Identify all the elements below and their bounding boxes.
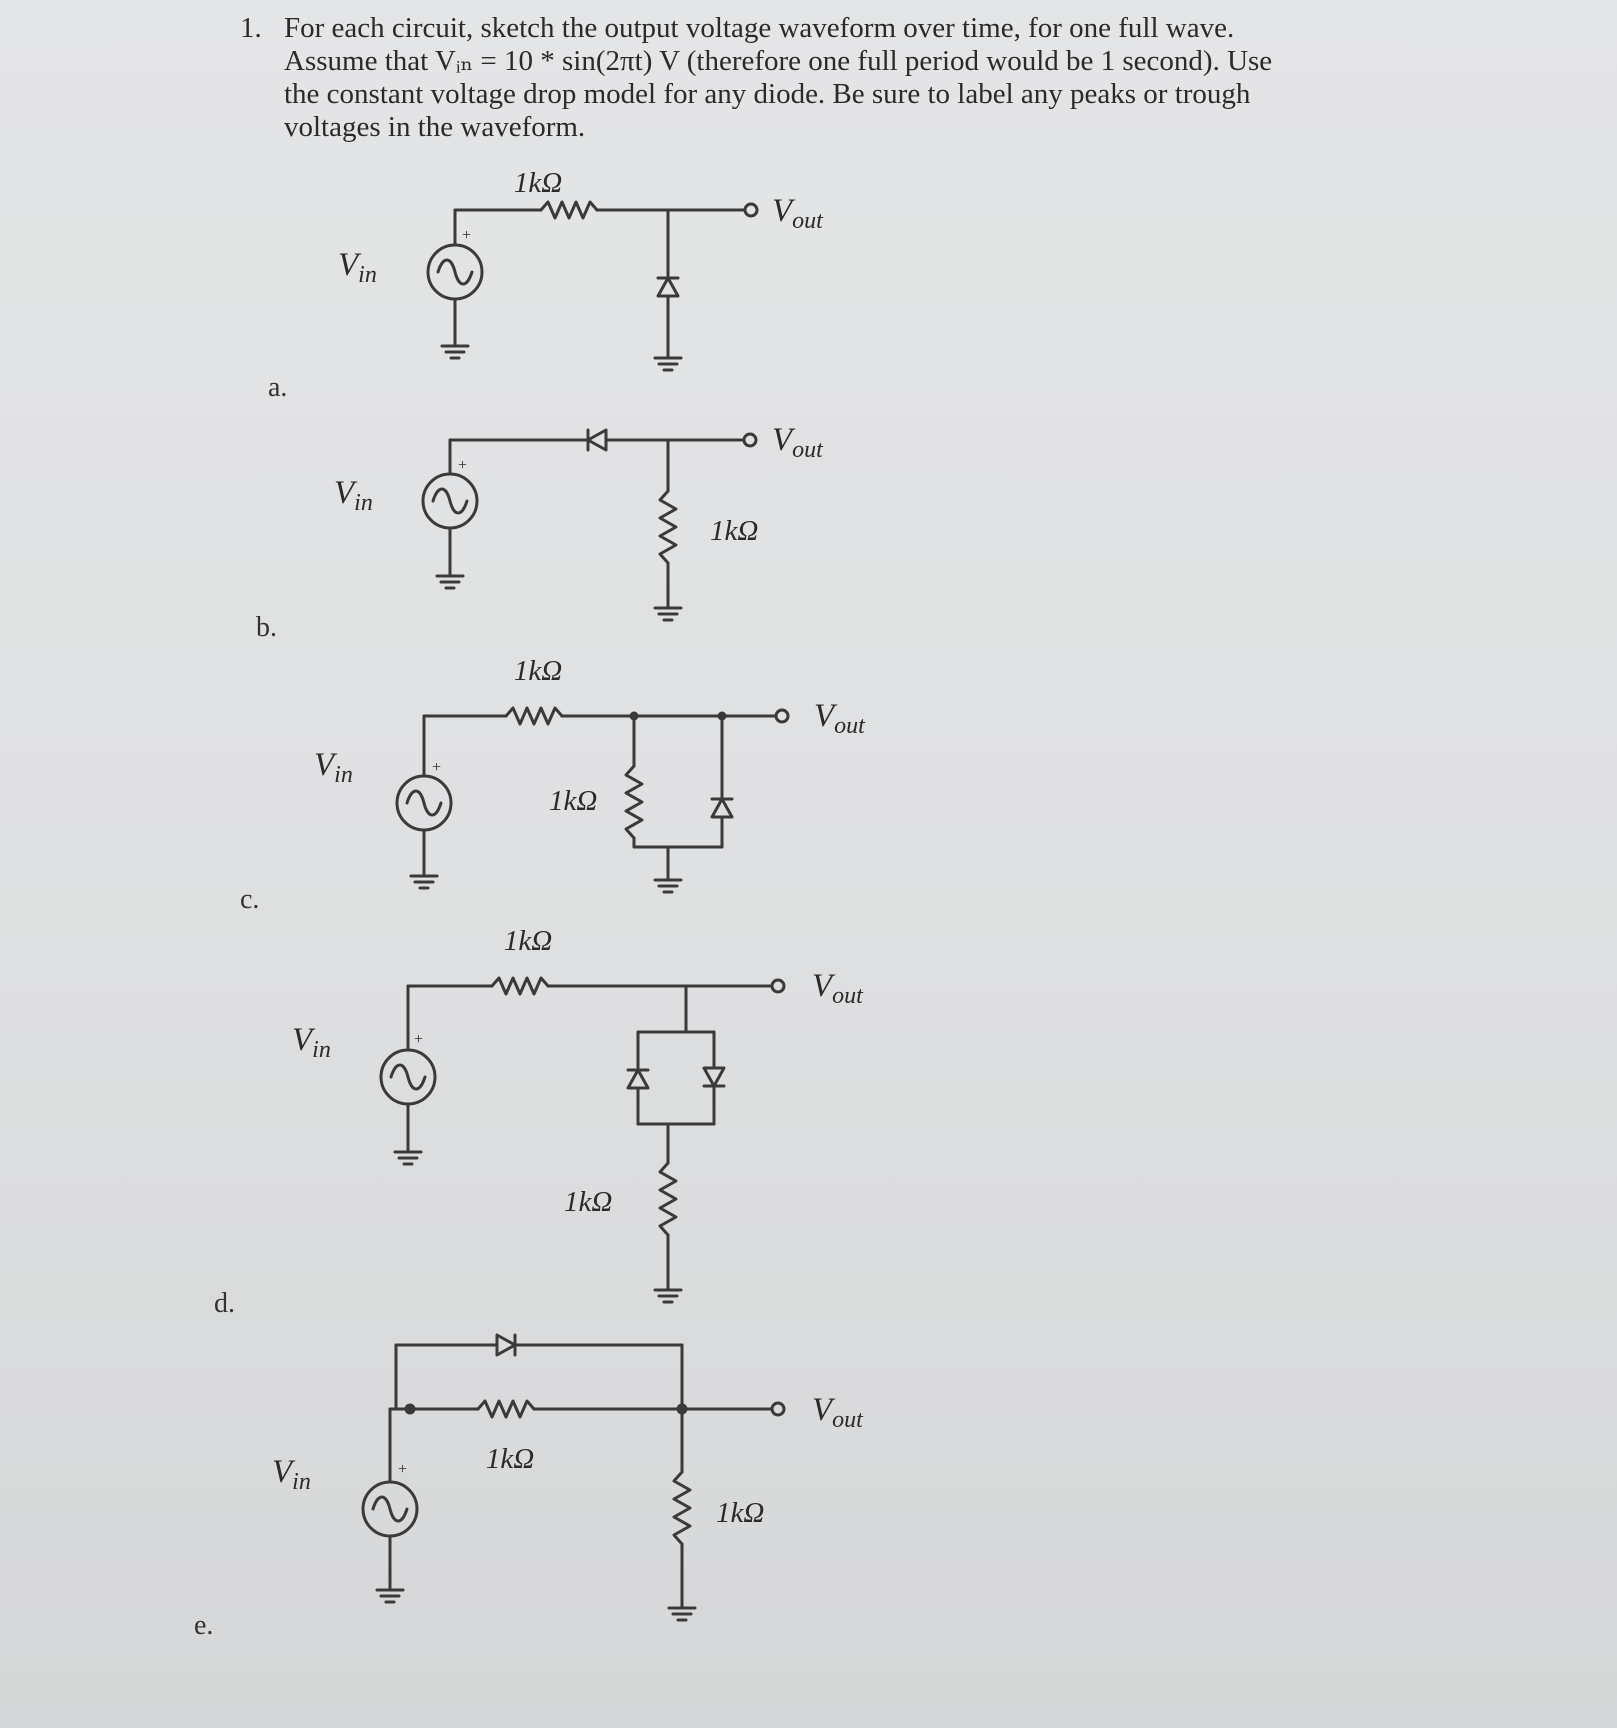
diode-icon xyxy=(712,799,732,817)
vout-label: $V_{out}$ xyxy=(814,698,865,739)
output-terminal-icon xyxy=(776,710,788,722)
resistor-icon xyxy=(674,1472,690,1544)
diode-icon xyxy=(628,1070,648,1088)
vin-label: $V_{in}$ xyxy=(334,475,373,516)
ac-source-icon xyxy=(397,776,451,830)
ac-source-icon xyxy=(381,1050,435,1104)
resistor-label: 1kΩ xyxy=(549,785,598,817)
plus-sign: + xyxy=(432,759,442,776)
problem-line-4: voltages in the waveform. xyxy=(284,111,586,143)
output-terminal-icon xyxy=(772,980,784,992)
diode-icon xyxy=(588,430,606,450)
diode-icon xyxy=(658,278,678,296)
part-a-label: a. xyxy=(268,372,288,403)
problem-line-1: For each circuit, sketch the output voltage waveform over time, for one full wave. xyxy=(284,12,1235,44)
ground-icon xyxy=(442,346,468,358)
resistor-icon xyxy=(626,766,642,838)
resistor-label: 1kΩ xyxy=(564,1186,613,1218)
plus-sign: + xyxy=(398,1461,408,1478)
ground-icon xyxy=(655,608,681,620)
resistor-icon xyxy=(660,491,676,563)
vout-label: $V_{out}$ xyxy=(812,1392,863,1433)
circuit-e xyxy=(272,1335,864,1620)
problem-line-2: Assume that Vᵢₙ = 10 * sin(2πt) V (therefore one full period would be 1 second). Use xyxy=(284,45,1273,77)
ground-icon xyxy=(669,1608,695,1620)
resistor-label: 1kΩ xyxy=(716,1497,765,1529)
part-b-label: b. xyxy=(256,612,277,643)
diode-icon xyxy=(497,1335,515,1355)
output-terminal-icon xyxy=(772,1403,784,1415)
ground-icon xyxy=(655,1290,681,1302)
ground-icon xyxy=(655,880,681,892)
resistor-label: 1kΩ xyxy=(513,655,563,687)
vin-label: $V_{in}$ xyxy=(338,247,377,288)
part-d-label: d. xyxy=(214,1288,235,1319)
resistor-label: 1kΩ xyxy=(503,925,553,957)
circuit-a xyxy=(338,167,824,370)
ac-source-icon xyxy=(363,1482,417,1536)
vout-label: $V_{out}$ xyxy=(812,968,863,1009)
vin-label: $V_{in}$ xyxy=(292,1022,331,1063)
part-e-label: e. xyxy=(194,1610,214,1641)
vin-label: $V_{in}$ xyxy=(314,747,353,788)
resistor-icon xyxy=(506,708,562,724)
vout-label: $V_{out}$ xyxy=(772,193,823,234)
output-terminal-icon xyxy=(744,434,756,446)
ac-source-icon xyxy=(428,245,482,299)
circuit-d xyxy=(292,925,864,1302)
resistor-icon xyxy=(660,1163,676,1235)
output-terminal-icon xyxy=(745,204,757,216)
ground-icon xyxy=(411,876,437,888)
vin-label: $V_{in}$ xyxy=(272,1454,311,1495)
circuit-c xyxy=(314,655,866,892)
plus-sign: + xyxy=(458,457,468,474)
part-c-label: c. xyxy=(240,884,260,915)
resistor-label: 1kΩ xyxy=(513,167,563,199)
problem-line-3: the constant voltage drop model for any diode. Be sure to label any peaks or trough xyxy=(284,78,1251,110)
ground-icon xyxy=(395,1152,421,1164)
ac-source-icon xyxy=(423,474,477,528)
ground-icon xyxy=(437,576,463,588)
ground-icon xyxy=(655,358,681,370)
resistor-icon xyxy=(541,202,597,218)
resistor-label: 1kΩ xyxy=(710,515,759,547)
circuit-b xyxy=(334,422,824,620)
ground-icon xyxy=(377,1590,403,1602)
resistor-icon xyxy=(492,978,548,994)
vout-label: $V_{out}$ xyxy=(772,422,823,463)
resistor-label: 1kΩ xyxy=(485,1443,535,1475)
resistor-icon xyxy=(478,1401,534,1417)
plus-sign: + xyxy=(414,1031,424,1048)
diode-icon xyxy=(704,1068,724,1086)
problem-number: 1. xyxy=(240,12,262,44)
plus-sign: + xyxy=(462,227,472,244)
